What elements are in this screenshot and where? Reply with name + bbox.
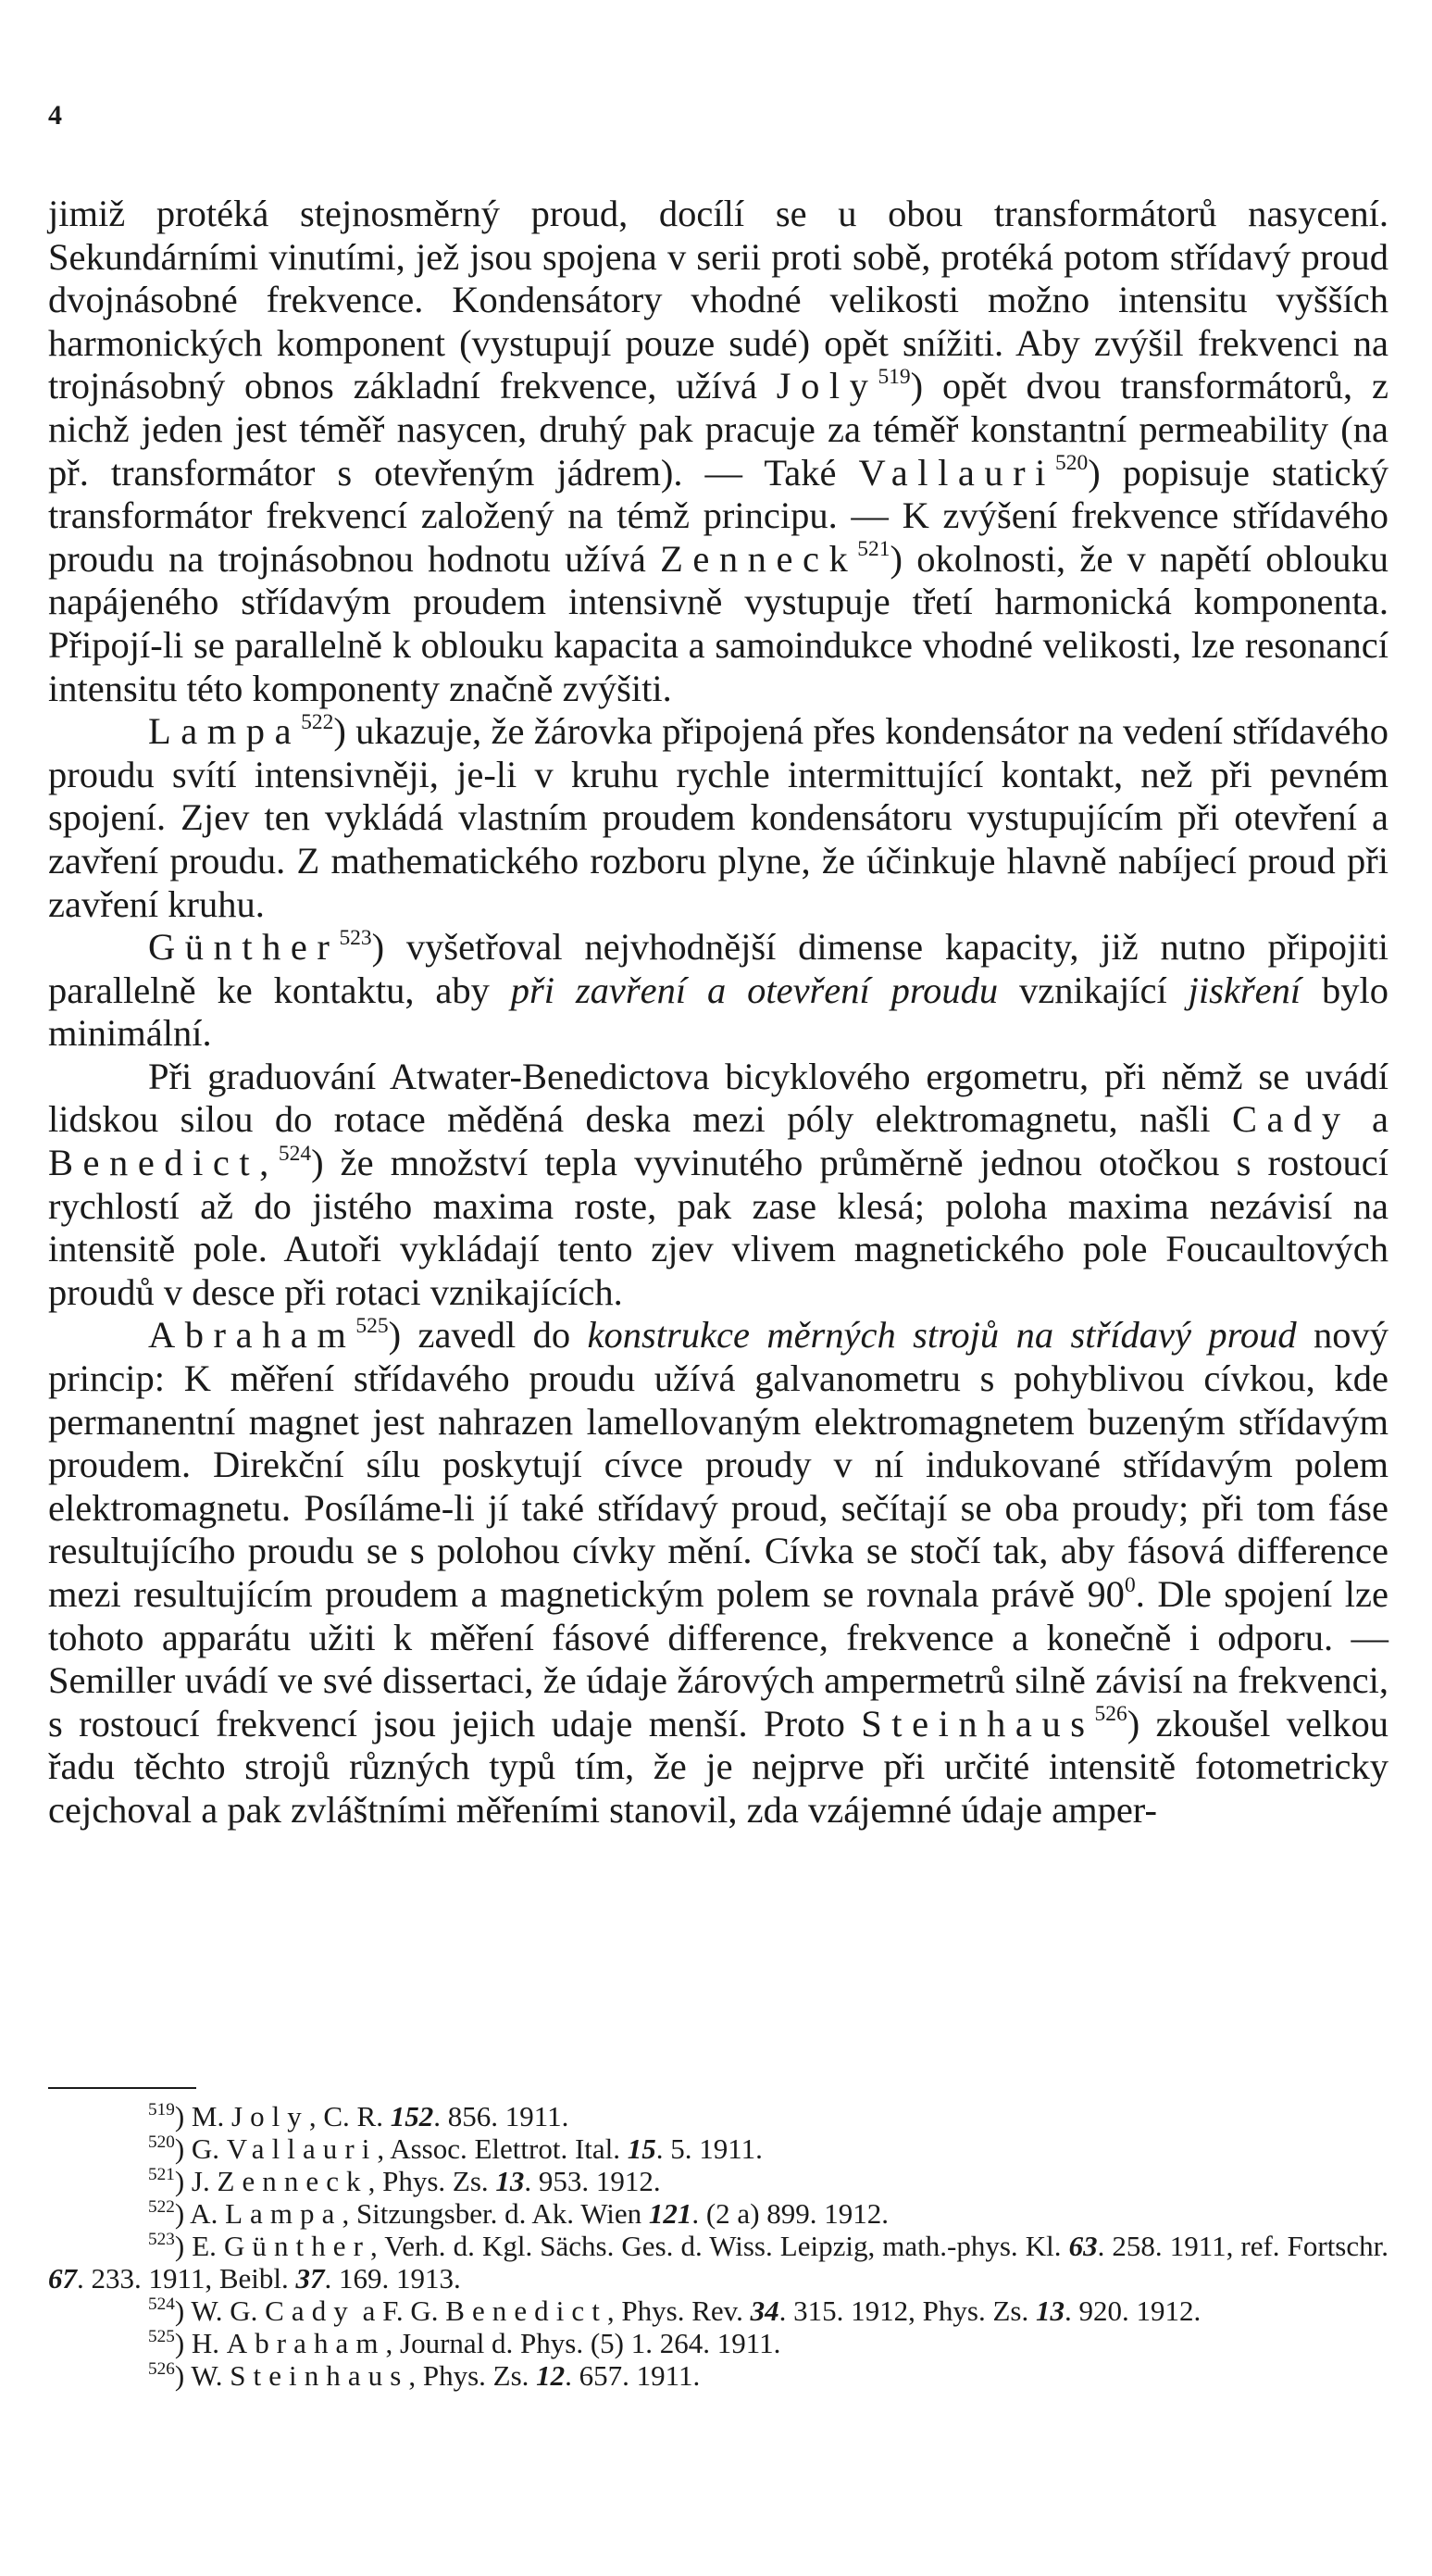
text-run: bylo minimální.: [48, 969, 1388, 1055]
volume-number: 121: [648, 2197, 692, 2230]
volume-number: 12: [536, 2359, 566, 2392]
body-text: [48, 193, 1388, 1832]
author-name: Vallauri: [226, 2132, 378, 2165]
footnote-f523: [48, 2230, 1388, 2295]
footnote-f519: [48, 2100, 1388, 2132]
volume-number: 34: [750, 2295, 779, 2327]
text-run: , Verh. d. Kgl. Sächs. Ges. d. Wiss. Leipzig, math.-phys. Kl.: [370, 2230, 1069, 2262]
paragraph-p4: [48, 1056, 1388, 1315]
text-run: jimiž protéká stejnosměrný proud, docílí se u obou transformátorů nasycení. Sekundárními vinutími, jež jsou spojena v serii proti sobě, protéká potom střídavý proud dvojnásobné frekvence. Kondensátory vhodné velikosti možno intensitu vyšších harmonických komponent (vystupují pouze sudé) opět snížiti. Aby zvýšil frekvenci na trojnásobný obnos základní frekvence, užívá: [48, 193, 1388, 407]
author-name: Benedict: [445, 2295, 607, 2327]
text-run: ) zkoušel velkou řadu těchto strojů různých typů tím, že je nejprve při určité intensitě fotometricky cejchoval a pak zvláštními měřeními stanovil, zda vzájemné údaje amper-: [48, 1702, 1389, 1831]
text-run: ) M.: [174, 2100, 231, 2132]
paragraph-p5: [48, 1314, 1388, 1832]
volume-number: 13: [495, 2165, 525, 2197]
footnote-ref: 521: [148, 2165, 175, 2185]
author-name: Lampa: [148, 710, 302, 753]
footnote-f522: [48, 2197, 1388, 2230]
footnote-separator: [48, 2087, 196, 2089]
text-run: ) popisuje statický transformátor frekvencí založený na témž principu. — K zvýšení frekvence střídavého proudu na trojnásobnou hodnotu užívá: [48, 451, 1388, 580]
footnote-ref: 520: [148, 2132, 175, 2153]
author-name: Joly: [776, 365, 878, 407]
emphasis: konstrukce měrných strojů na střídavý proud: [587, 1314, 1297, 1357]
paragraph-p2: [48, 710, 1388, 926]
volume-number: 63: [1068, 2230, 1098, 2262]
text-run: . 5. 1911.: [655, 2132, 763, 2165]
author-name: Steinhaus: [861, 1702, 1095, 1744]
author-name: Lampa: [225, 2197, 342, 2230]
volume-number: 67: [48, 2262, 77, 2295]
text-run: , Assoc. Elettrot. Ital.: [377, 2132, 628, 2165]
text-run: ) A.: [174, 2197, 226, 2230]
text-run: . Dle spojení lze tohoto apparátu užiti k měření fásové difference, frekvence a konečně i odporu. — Semiller uvádí ve své dissertaci, že údaje žárových ampermetrů silně závisí na frekvenci, s rostoucí frekvencí jsou jejich udaje menší. Proto: [48, 1573, 1388, 1744]
paragraph-p1: [48, 193, 1388, 710]
text-run: , Sitzungsber. d. Ak. Wien: [342, 2197, 649, 2230]
footnote-f526: [48, 2359, 1388, 2392]
volume-number: 37: [295, 2262, 325, 2295]
text-run: , Journal d. Phys. (5) 1. 264. 1911.: [385, 2327, 781, 2359]
footnote-ref: 522: [148, 2197, 175, 2218]
text-run: ) J.: [174, 2165, 218, 2197]
text-run: ) H.: [174, 2327, 227, 2359]
text-run: a: [1350, 1098, 1388, 1141]
text-run: . 258. 1911, ref. Fortschr.: [1097, 2230, 1388, 2262]
footnote-ref: 520: [1054, 451, 1089, 476]
paragraph-p3: [48, 926, 1388, 1056]
text-run: ) vyšetřoval nejvhodnější dimense kapacity, již nutno připojiti parallelně ke kontaktu, aby: [48, 926, 1388, 1011]
footnote-ref: 523: [339, 925, 372, 950]
text-run: , Phys. Rev.: [606, 2295, 751, 2327]
text-run: a F. G.: [355, 2295, 446, 2327]
volume-number: 15: [627, 2132, 656, 2165]
author-name: Zenneck: [217, 2165, 368, 2197]
text-run: ) okolnosti, že v napětí oblouku napájeného střídavým proudem intensivně vystupuje třetí harmonická komponenta. Připojí-li se parallelně k oblouku kapacita a samoindukce vhodné velikosti, lze resonancí intensitu této komponenty značně zvýšiti.: [48, 537, 1388, 709]
text-run: ) opět dvou transformátorů, z nichž jeden jest téměř nasycen, druhý pak pracuje za téměř konstantní permeability (na př. transformátor s otevřeným jádrem). — Také: [48, 365, 1388, 494]
footnote-f524: [48, 2295, 1388, 2327]
text-run: . 233. 1911, Beibl.: [77, 2262, 296, 2295]
author-name: Joly: [230, 2100, 309, 2132]
footnote-ref: 519: [148, 2100, 175, 2120]
text-run: . 920. 1912.: [1064, 2295, 1202, 2327]
footnote-ref: 525: [148, 2327, 175, 2347]
text-run: . 953. 1912.: [524, 2165, 661, 2197]
text-run: ) že množství tepla vyvinutého průměrně jednou otočkou s rostoucí rychlostí až do jistého maxima roste, pak zase klesá; poloha maxima nezávisí na intensitě pole. Autoři vykládají tento zjev vlivem magnetického pole Foucaultových proudů v desce při rotaci vznikajících.: [48, 1142, 1388, 1313]
volume-number: 152: [390, 2100, 434, 2132]
footnote-f525: [48, 2327, 1388, 2359]
emphasis: jiskření: [1188, 969, 1301, 1011]
author-name: Cady: [1231, 1098, 1351, 1141]
author-name: Abraham: [148, 1314, 356, 1357]
text-run: . 315. 1912, Phys. Zs.: [778, 2295, 1036, 2327]
text-run: ) G.: [174, 2132, 227, 2165]
footnote-ref: 519: [878, 364, 911, 389]
author-name: Günther: [148, 926, 340, 969]
footnote-ref: 522: [301, 709, 334, 734]
text-run: ) W. G.: [174, 2295, 266, 2327]
text-run: , Phys. Zs.: [408, 2359, 537, 2392]
text-run: . (2 a) 899. 1912.: [691, 2197, 890, 2230]
footnote-ref: 0: [1124, 1572, 1136, 1597]
footnote-ref: 523: [148, 2230, 175, 2250]
text-run: ) ukazuje, že žárovka připojená přes kondensátor na vedení střídavého proudu svítí intensivněji, je-li v kruhu rychle intermittující kontakt, než při pevném spojení. Zjev ten vykládá vlastním proudem kondensátoru vystupujícím při otevření a zavření proudu. Z mathematického rozboru plyne, že účinkuje hlavně nabíjecí proud při zavření kruhu.: [48, 710, 1388, 925]
footnote-ref: 521: [857, 537, 890, 562]
footnote-ref: 524: [148, 2295, 175, 2315]
text-run: ) zavedl do: [388, 1314, 588, 1357]
text-run: Při graduování Atwater-Benedictova bicyklového ergometru, při němž se uvádí lidskou silou do rotace měděná deska mezi póly elektromagnetu, našli: [48, 1055, 1388, 1141]
footnote-ref: 526: [1094, 1702, 1127, 1727]
footnote-f520: [48, 2132, 1388, 2165]
author-name: Zenneck: [660, 537, 858, 580]
footnote-ref: 525: [355, 1314, 389, 1338]
author-name: Steinhaus: [230, 2359, 409, 2392]
text-run: . 657. 1911.: [565, 2359, 701, 2392]
volume-number: 13: [1035, 2295, 1065, 2327]
text-run: vznikající: [998, 969, 1189, 1011]
text-run: , Phys. Zs.: [367, 2165, 496, 2197]
text-run: ) W.: [174, 2359, 230, 2392]
text-run: , C. R.: [308, 2100, 391, 2132]
author-name: Cady: [265, 2295, 355, 2327]
text-run: . 169. 1913.: [324, 2262, 461, 2295]
author-name: Günther: [223, 2230, 370, 2262]
footnote-ref: 524: [278, 1141, 312, 1166]
text-run: ) E.: [174, 2230, 224, 2262]
author-name: Benedict,: [48, 1142, 279, 1184]
emphasis: při zavření a otevření proudu: [510, 969, 999, 1011]
page-number: 4: [48, 100, 62, 131]
author-name: Vallauri: [858, 451, 1055, 494]
text-run: . 856. 1911.: [433, 2100, 569, 2132]
footnote-ref: 526: [148, 2359, 175, 2380]
footnote-f521: [48, 2165, 1388, 2197]
author-name: Abraham: [226, 2327, 386, 2359]
text-run: nový princip: K měření střídavého proudu užívá galvanometru s pohyblivou cívkou, kde permanentní magnet jest nahrazen lamellovaným elektromagnetem buzeným střídavým proudem. Direkční sílu poskytují cívce proudy v ní indukované střídavým polem elektromagnetu. Posíláme-li jí také střídavý proud, sečítají se oba proudy; při tom fáse resultujícího proudu se s polohou cívky mění. Cívka se stočí tak, aby fásová difference mezi resultujícím proudem a magnetickým polem se rovnala právě 90: [48, 1314, 1389, 1615]
footnotes: [48, 2100, 1388, 2392]
